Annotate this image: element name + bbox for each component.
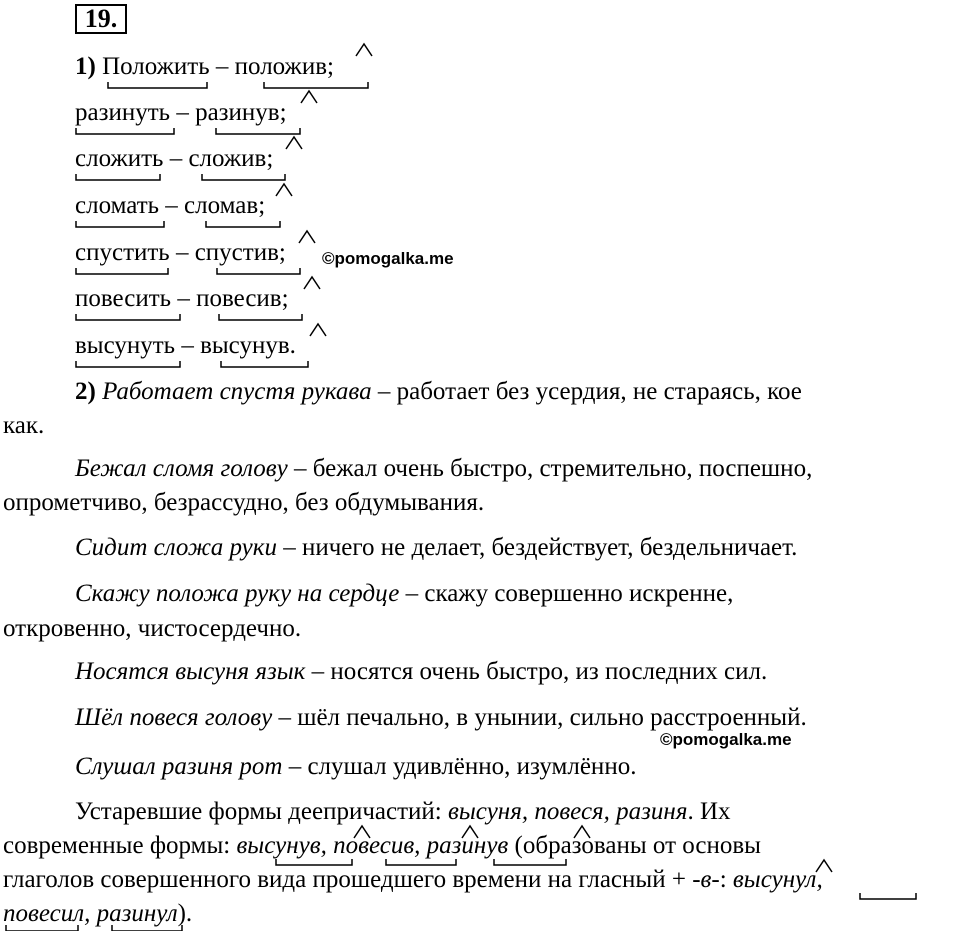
punct: ; (258, 192, 266, 219)
idiom-phrase: Сидит сложа руки (75, 534, 277, 561)
suffix-caret (299, 231, 315, 243)
idiom-phrase: Работает спустя рукава (102, 378, 372, 405)
suffix-caret (301, 91, 317, 103)
infinitive: спустить (75, 239, 170, 266)
idiom-phrase: Носятся высуня язык (75, 658, 306, 685)
punct: ; (279, 99, 287, 126)
dash: – (176, 99, 189, 126)
idiom-meaning: – ничего не делает, бездействует, бездельничает. (276, 534, 798, 561)
idiom-phrase: Шёл повеся голову (75, 704, 273, 731)
idiom-phrase: Бежал сломя голову (75, 455, 288, 482)
idiom-phrase: Слушал разиня рот (75, 753, 283, 780)
stem-bracket (108, 82, 207, 88)
punct: ; (281, 285, 289, 312)
conclusion-text: современные формы: (3, 832, 237, 859)
stem-bracket (76, 314, 180, 320)
gerund: положив (234, 53, 327, 80)
exercise-number: 19. (75, 4, 127, 34)
conclusion-text: глаголов совершенного вида прошедшего времени на гласный + (3, 866, 693, 893)
stem-bracket (217, 268, 300, 274)
suffix-caret (356, 44, 372, 56)
idiom-meaning: – носятся очень быстро, из последних сил. (305, 658, 768, 685)
conclusion-text: Устаревшие формы деепричастий: (75, 798, 448, 825)
gerund: высунув (200, 332, 290, 359)
stem-bracket (221, 361, 308, 367)
punct: ; (266, 145, 274, 172)
infinitive: Положить (102, 53, 210, 80)
stem-bracket (219, 314, 302, 320)
stem-bracket (860, 893, 916, 899)
watermark: ©pomogalka.me (660, 730, 792, 749)
dash: – (181, 332, 194, 359)
stem-bracket (494, 859, 566, 865)
stem-bracket (216, 128, 300, 134)
idiom-meaning: – скажу совершенно искренне, (399, 580, 734, 607)
stem-bracket (264, 82, 368, 88)
stem-bracket (76, 128, 174, 134)
infinitive: сломать (75, 192, 160, 219)
suffix-caret (304, 277, 320, 289)
idiom-meaning: – слушал удивлённо, изумлённо. (282, 753, 637, 780)
stem-bracket (6, 925, 78, 931)
gerund: повесив (196, 285, 282, 312)
idiom-meaning-cont: как. (3, 412, 45, 439)
suffix-caret (354, 826, 370, 838)
idiom-phrase: Скажу положа руку на сердце (75, 580, 400, 607)
conclusion-italic: высуня, повеся, разиня (448, 798, 688, 825)
punct: ; (327, 53, 334, 80)
suffix-caret (816, 860, 832, 872)
conclusion-text: . Их (687, 798, 731, 825)
conclusion-text: : (719, 866, 733, 893)
idiom-meaning: – бежал очень быстро, стремительно, поспешно, (287, 455, 813, 482)
stem-bracket (202, 174, 285, 180)
gerund: спустив (194, 239, 279, 266)
stem-bracket (112, 925, 182, 931)
conclusion-italic: высунув, повесив, разинув (236, 832, 509, 859)
dash: – (177, 285, 190, 312)
conclusion-italic: высунул, (732, 866, 823, 893)
conclusion-text: ). (177, 900, 193, 927)
gerund: сложив (188, 145, 267, 172)
stem-bracket (76, 174, 160, 180)
punct: ; (278, 239, 286, 266)
stem-bracket (206, 221, 280, 227)
dash: – (175, 239, 189, 266)
suffix-caret (276, 184, 292, 196)
infinitive: высунуть (75, 332, 176, 359)
punct: . (289, 332, 296, 359)
stem-bracket (386, 859, 456, 865)
suffix-caret (462, 826, 478, 838)
gerund: разинув (195, 99, 280, 126)
idiom-meaning: – работает без усердия, не стараясь, кое (371, 378, 802, 405)
conclusion-italic: -в- (692, 866, 720, 893)
suffix-caret (574, 826, 590, 838)
dash: – (169, 145, 183, 172)
idiom-meaning: – шёл печально, в унынии, сильно расстроенный. (272, 704, 807, 731)
infinitive: разинуть (75, 99, 171, 126)
suffix-caret (286, 137, 302, 149)
stem-bracket (276, 859, 352, 865)
dash: – (165, 192, 178, 219)
stem-bracket (76, 268, 168, 274)
gerund: сломав (184, 192, 259, 219)
infinitive: сложить (75, 145, 164, 172)
part2-label: 2) (75, 378, 96, 405)
stem-bracket (76, 361, 180, 367)
dash: – (215, 53, 229, 80)
infinitive: повесить (75, 285, 172, 312)
conclusion-text: (образованы от основы (508, 832, 761, 859)
idiom-meaning-cont: опрометчиво, безрассудно, без обдумывания. (3, 489, 485, 516)
watermark: ©pomogalka.me (322, 249, 454, 268)
conclusion-italic: повесил, разинул (3, 900, 178, 927)
idiom-meaning-cont: откровенно, чистосердечно. (3, 615, 302, 642)
part1-label: 1) (75, 53, 96, 80)
stem-bracket (76, 221, 164, 227)
suffix-caret (310, 324, 326, 336)
